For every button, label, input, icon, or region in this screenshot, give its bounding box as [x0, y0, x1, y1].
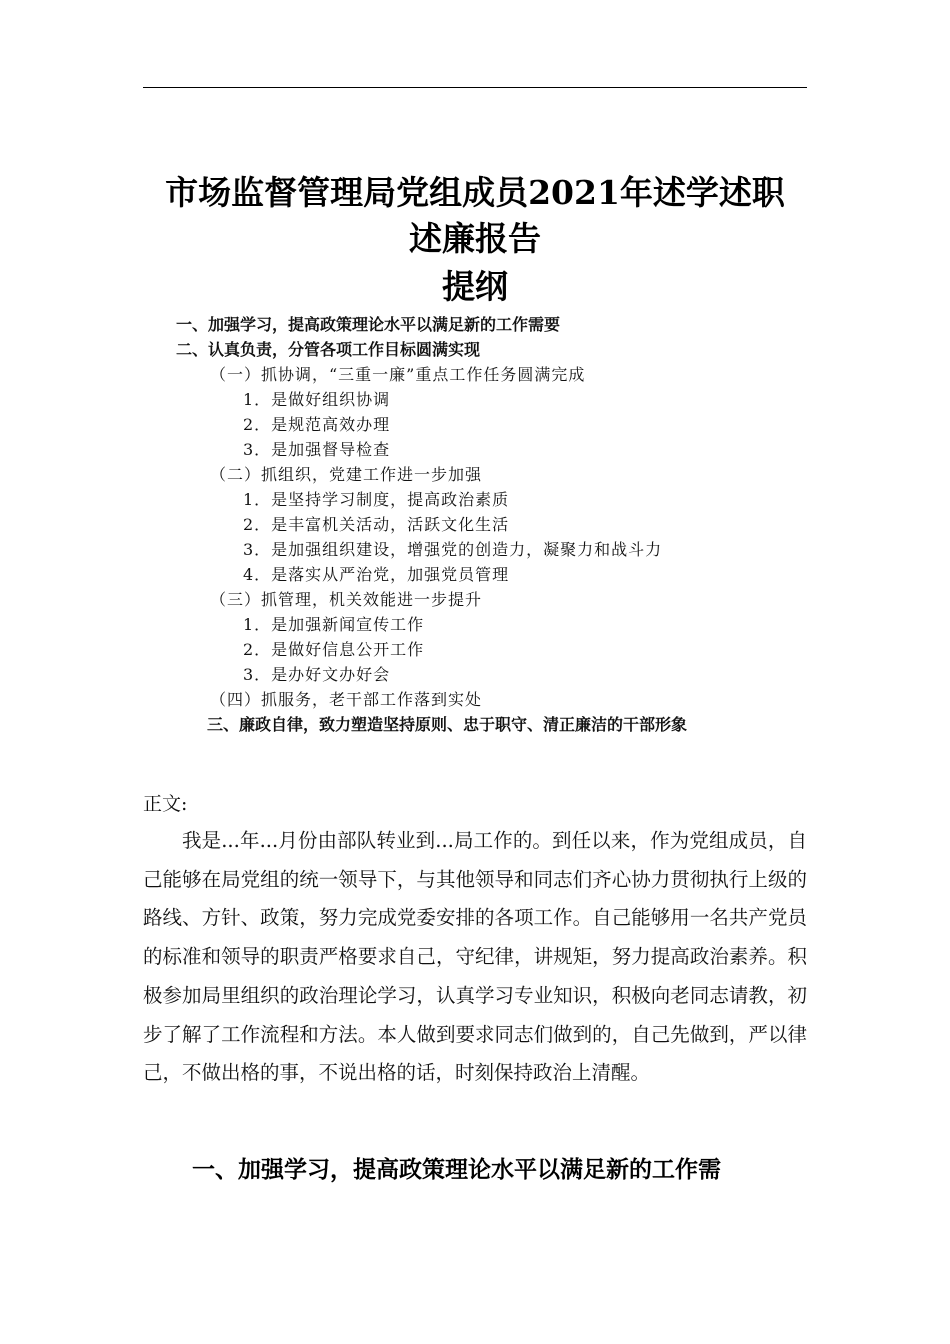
outline-item: 3．是加强组织建设，增强党的创造力，凝聚力和战斗力	[243, 540, 663, 559]
header-rule	[143, 87, 807, 88]
outline-item: 1．是做好组织协调	[243, 390, 391, 409]
body-paragraph: 我是...年...月份由部队转业到...局工作的。到任以来，作为党组成员，自己能够在局党组的统一领导下，与其他领导和同志们齐心协力贯彻执行上级的路线、方针、政策，努力完成党委安排的各项工作。自己能够用一名共产党员的标准和领导的职责严格要求自己，守纪律，讲规矩，努力提高政治素养。积极参加局里组织的政治理论学习，认真学习专业知识，积极向老同志请教，初步了解了工作流程和方法。本人做到要求同志们做到的，自己先做到，严以律己，不做出格的事，不说出格的话，时刻保持政治上清醒。	[143, 829, 807, 1085]
outline-item: 二、认真负责，分管各项工作目标圆满实现	[176, 340, 481, 359]
outline-item: 1．是加强新闻宣传工作	[243, 615, 425, 634]
document-subtitle: 提纲	[442, 267, 508, 306]
outline-item: 3．是办好文办好会	[243, 665, 391, 684]
outline-item: 三、廉政自律，致力塑造坚持原则、忠于职守、清正廉洁的干部形象	[207, 715, 688, 734]
document-title-line-1: 市场监督管理局党组成员2021年述学述职	[165, 173, 785, 212]
outline-item: 3．是加强督导检查	[243, 440, 391, 459]
document-title-line-2: 述廉报告	[409, 219, 541, 258]
outline-item: 一、加强学习，提高政策理论水平以满足新的工作需要	[176, 315, 561, 334]
section-heading: 一、加强学习，提高政策理论水平以满足新的工作需	[192, 1157, 721, 1183]
outline-item: （一）抓协调，“三重一廉”重点工作任务圆满完成	[210, 365, 586, 384]
outline-item: （二）抓组织，党建工作进一步加强	[210, 465, 483, 484]
outline-item: （三）抓管理，机关效能进一步提升	[210, 590, 483, 609]
outline-item: 4．是落实从严治党，加强党员管理	[243, 565, 510, 584]
body-label: 正文:	[143, 793, 188, 815]
outline-item: 1．是坚持学习制度，提高政治素质	[243, 490, 510, 509]
outline-item: 2．是做好信息公开工作	[243, 640, 425, 659]
outline-item: 2．是丰富机关活动，活跃文化生活	[243, 515, 510, 534]
outline-item: 2．是规范高效办理	[243, 415, 391, 434]
outline-item: （四）抓服务，老干部工作落到实处	[210, 690, 483, 709]
